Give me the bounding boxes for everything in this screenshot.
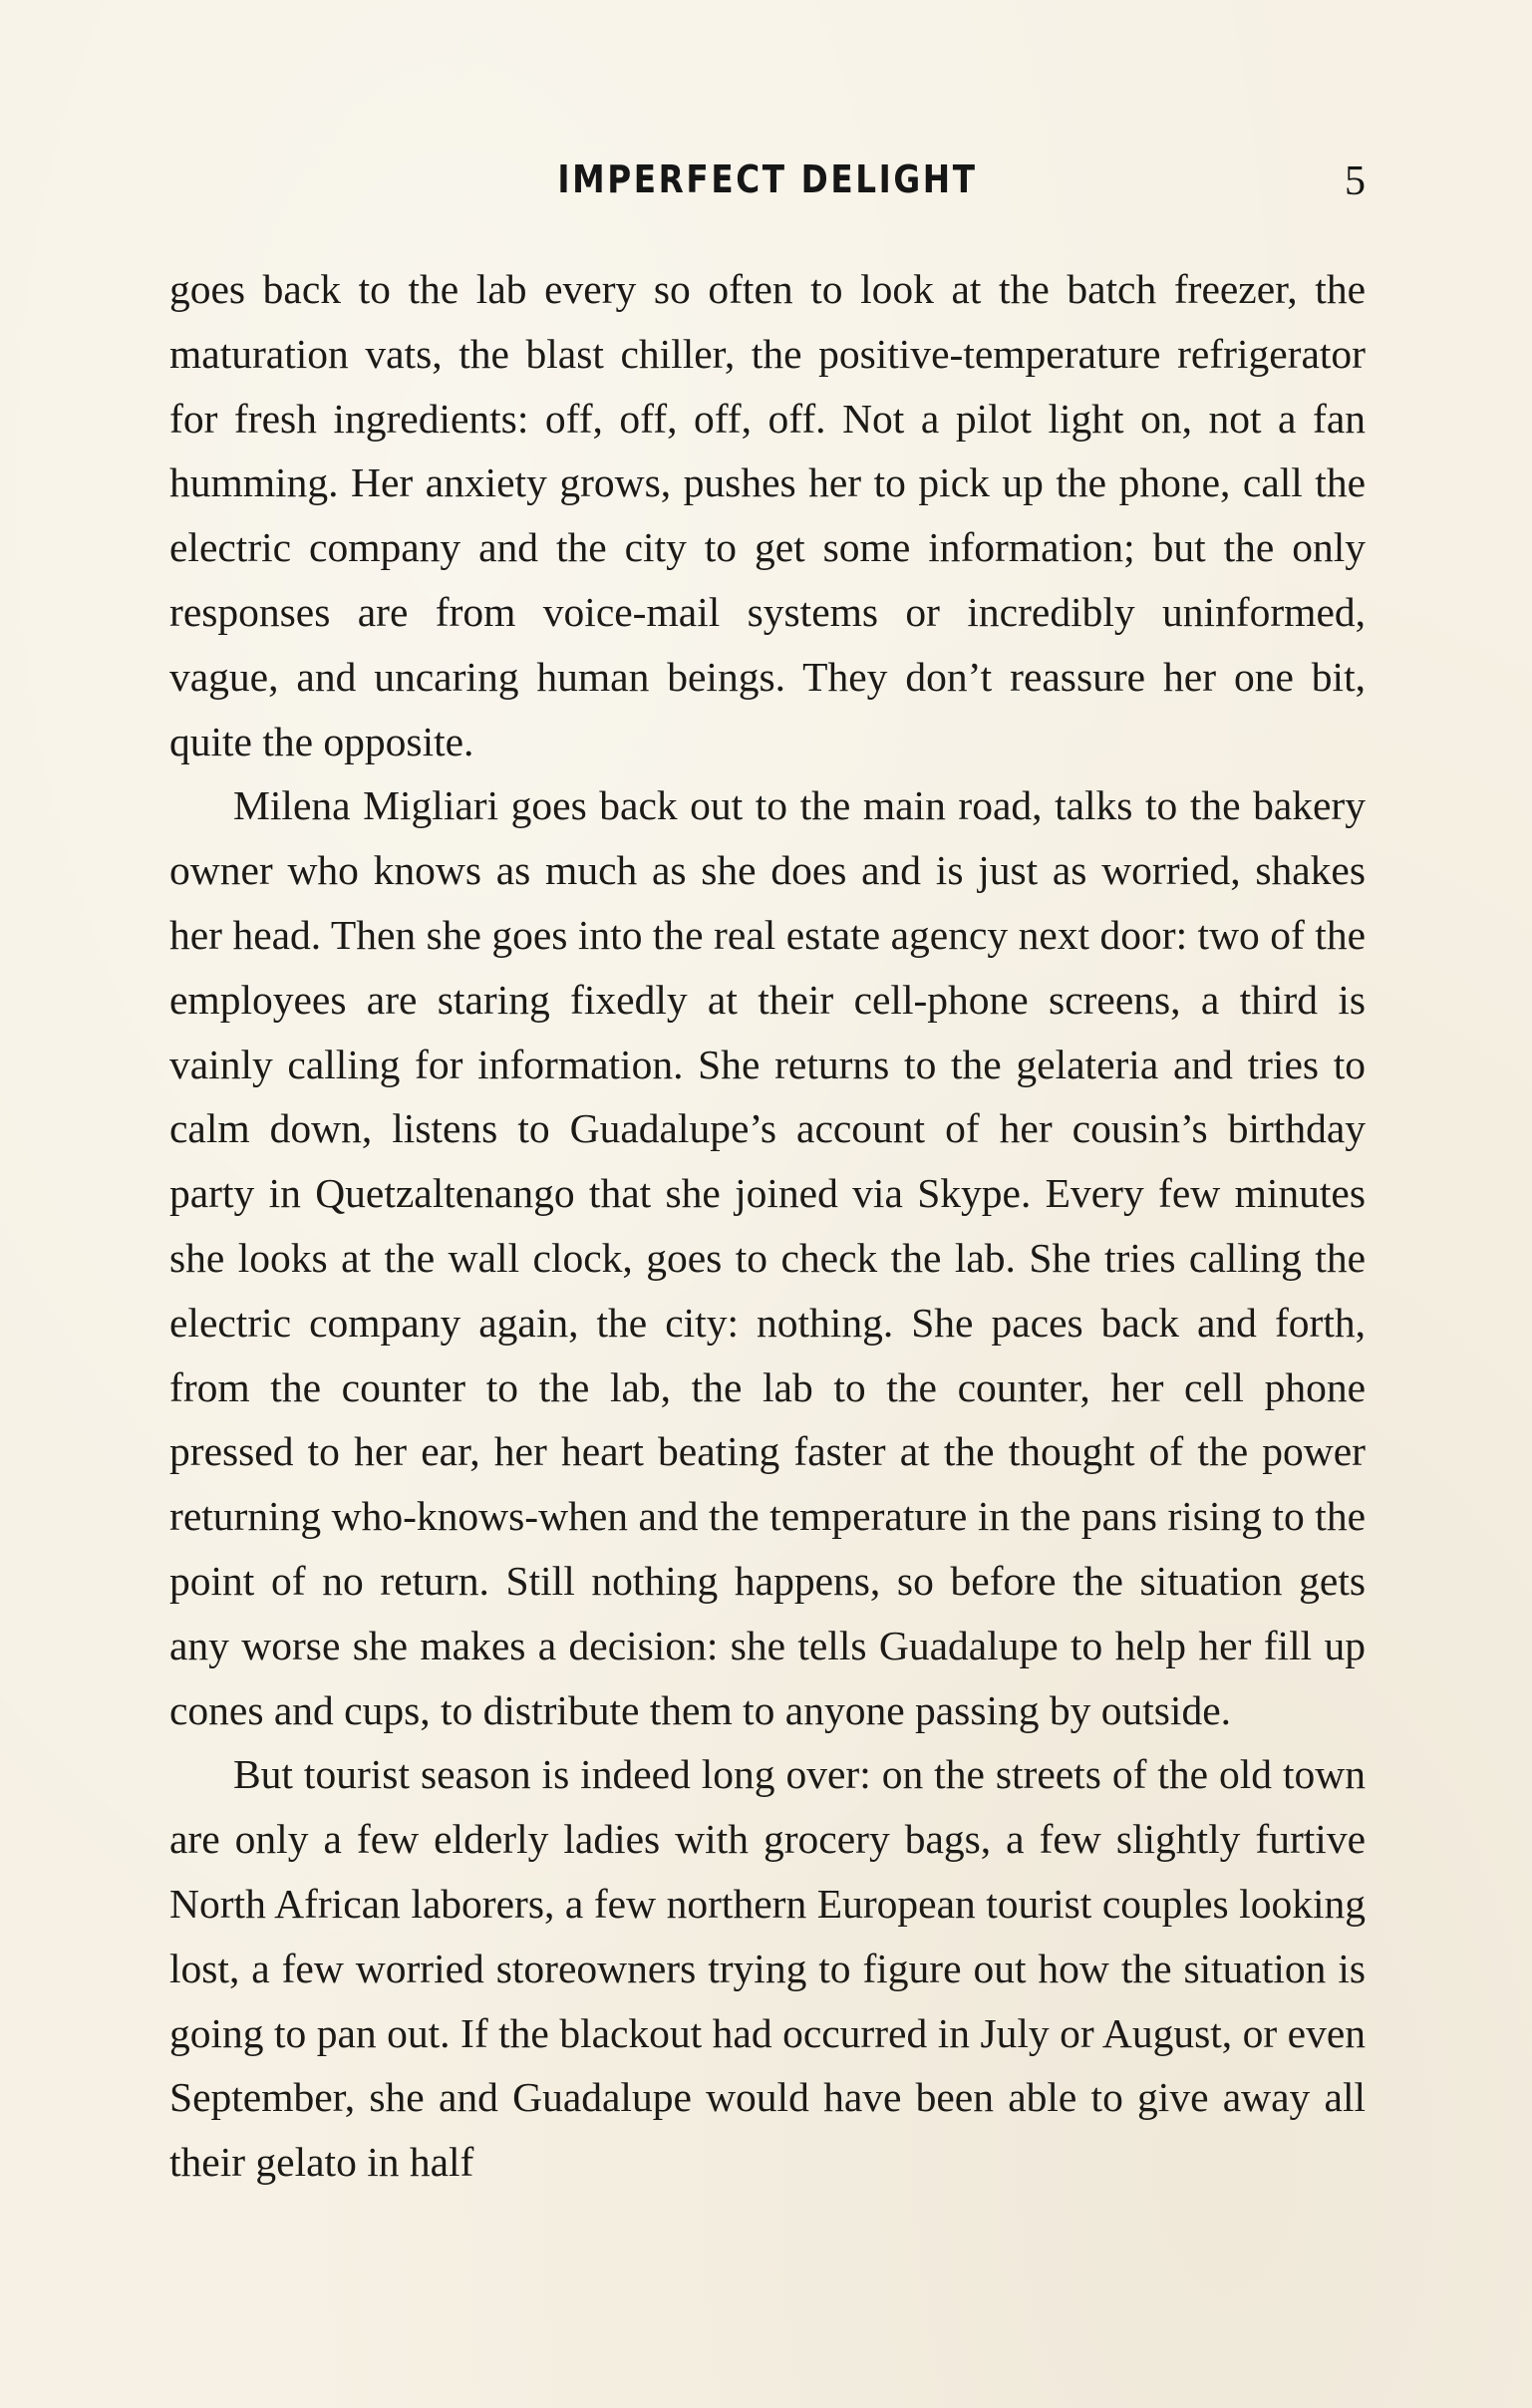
running-head-title: IMPERFECT DELIGHT <box>557 157 978 201</box>
running-head <box>169 157 1366 207</box>
paragraph: But tourist season is indeed long over: on the streets of the old town are only a few elderly ladies with grocery bags, a few slightly furtive North African laborers, a few northern European tourist couples looking lost, a few worried storeowners trying to figure out how the situation is going to pan out. If the blackout had occurred in July or August, or even September, she and Guadalupe would have been able to give away all their gelato in half <box>169 1751 1366 2186</box>
page-number: 5 <box>1345 158 1366 204</box>
paragraph: Milena Migliari goes back out to the main road, talks to the bakery owner who knows as much as she does and is just as worried, shakes her head. Then she goes into the real estate agency next door: two of the employees are staring fixedly at their cell-phone screens, a third is vainly calling for information. She returns to the gelateria and tries to calm down, listens to Guadalupe’s account of her cousin’s birthday party in Quetzaltenango that she joined via Skype. Every few minutes she looks at the wall clock, goes to check the lab. She tries calling the electric company again, the city: nothing. She paces back and forth, from the counter to the lab, the lab to the counter, her cell phone pressed to her ear, her heart beating faster at the thought of the power returning who-knows-when and the temperature in the pans rising to the point of no return. Still nothing happens, so before the situation gets any worse she makes a decision: she tells Guadalupe to help her fill up cones and cups, to distribute them to anyone passing by outside. <box>169 782 1366 1733</box>
body-text <box>169 257 1366 2195</box>
paragraph: goes back to the lab every so often to look at the batch freezer, the maturation vats, the blast chiller, the positive-temperature refrigerator for fresh ingredients: off, off, off, off. Not a pilot light on, not a fan humming. Her anxiety grows, pushes her to pick up the phone, call the electric company and the city to get some information; but the only responses are from voice-mail systems or incredibly uninformed, vague, and uncaring human beings. They don’t reassure her one bit, quite the opposite. <box>169 266 1366 764</box>
